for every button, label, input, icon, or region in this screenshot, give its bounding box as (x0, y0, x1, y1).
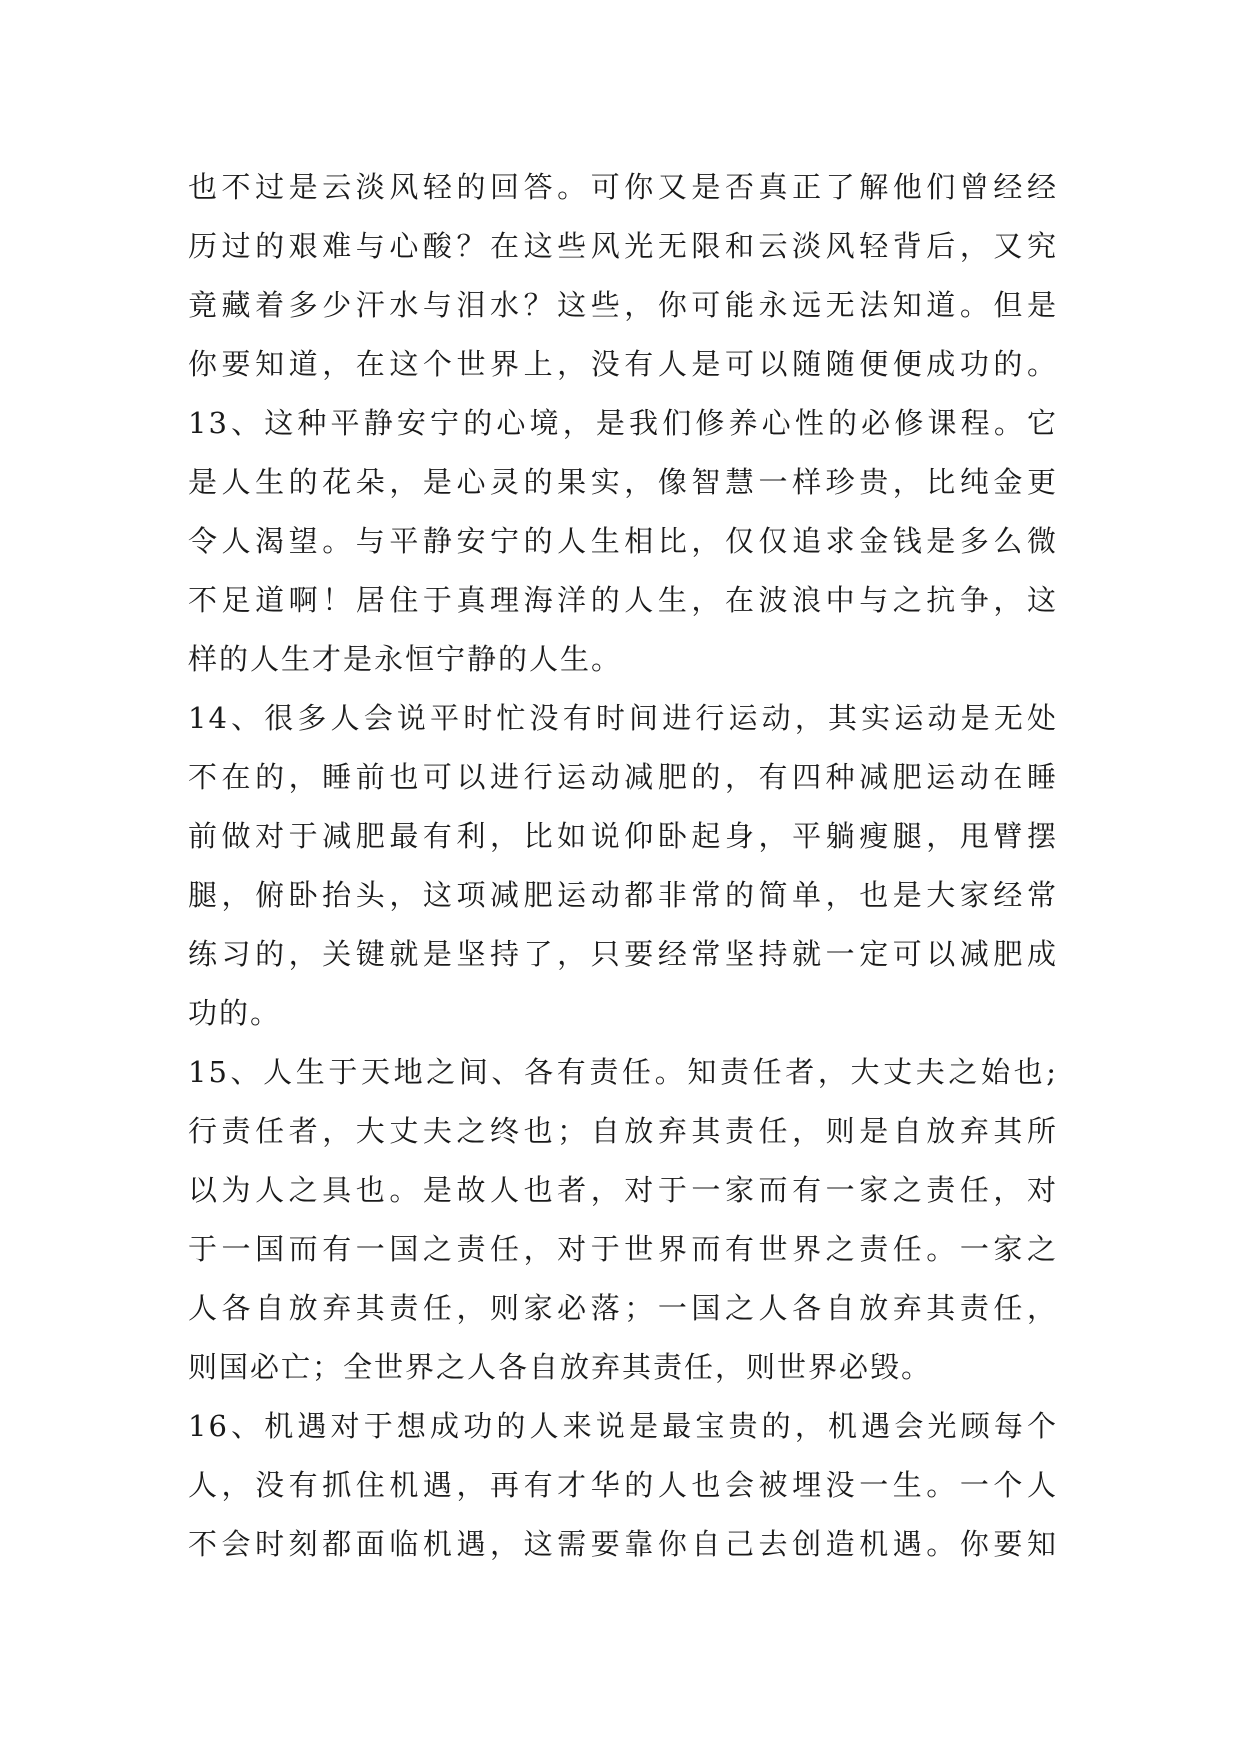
text-line: 样的人生才是永恒宁静的人生。 (188, 642, 623, 676)
text-line: 是人生的花朵，是心灵的果实，像智慧一样珍贵，比纯金更 (188, 465, 1058, 499)
text-line: 于一国而有一国之责任，对于世界而有世界之责任。一家之 (188, 1232, 1058, 1266)
text-line: 不会时刻都面临机遇，这需要靠你自己去创造机遇。你要知 (188, 1527, 1058, 1561)
text-line: 也不过是云淡风轻的回答。可你又是否真正了解他们曾经经 (188, 170, 1058, 204)
text-line: 功的。 (188, 996, 282, 1030)
text-line: 则国必亡；全世界之人各自放弃其责任，则世界必毁。 (188, 1350, 933, 1384)
text-line: 人，没有抓住机遇，再有才华的人也会被埋没一生。一个人 (188, 1468, 1058, 1502)
text-line: 竟藏着多少汗水与泪水？这些，你可能永远无法知道。但是 (188, 288, 1058, 322)
text-line: 16、机遇对于想成功的人来说是最宝贵的，机遇会光顾每个 (188, 1409, 1058, 1443)
text-line: 13、这种平静安宁的心境，是我们修养心性的必修课程。它 (188, 406, 1058, 440)
text-line: 不在的，睡前也可以进行运动减肥的，有四种减肥运动在睡 (188, 760, 1058, 794)
text-line: 历过的艰难与心酸？在这些风光无限和云淡风轻背后，又究 (188, 229, 1058, 263)
text-line: 练习的，关键就是坚持了，只要经常坚持就一定可以减肥成 (188, 937, 1058, 971)
text-line: 令人渴望。与平静安宁的人生相比，仅仅追求金钱是多么微 (188, 524, 1058, 558)
text-line: 行责任者，大丈夫之终也；自放弃其责任，则是自放弃其所 (188, 1114, 1058, 1148)
text-line: 以为人之具也。是故人也者，对于一家而有一家之责任，对 (188, 1173, 1058, 1207)
text-line: 你要知道，在这个世界上，没有人是可以随随便便成功的。 (188, 347, 1058, 381)
text-line: 人各自放弃其责任，则家必落；一国之人各自放弃其责任， (188, 1291, 1058, 1325)
text-line: 不足道啊！居住于真理海洋的人生，在波浪中与之抗争，这 (188, 583, 1058, 617)
text-line: 14、很多人会说平时忙没有时间进行运动，其实运动是无处 (188, 701, 1058, 735)
text-line: 前做对于减肥最有利，比如说仰卧起身，平躺瘦腿，甩臂摆 (188, 819, 1058, 853)
body-text (188, 158, 1058, 1574)
text-line: 腿，俯卧抬头，这项减肥运动都非常的简单，也是大家经常 (188, 878, 1058, 912)
text-line: 15、人生于天地之间、各有责任。知责任者，大丈夫之始也; (188, 1055, 1058, 1089)
